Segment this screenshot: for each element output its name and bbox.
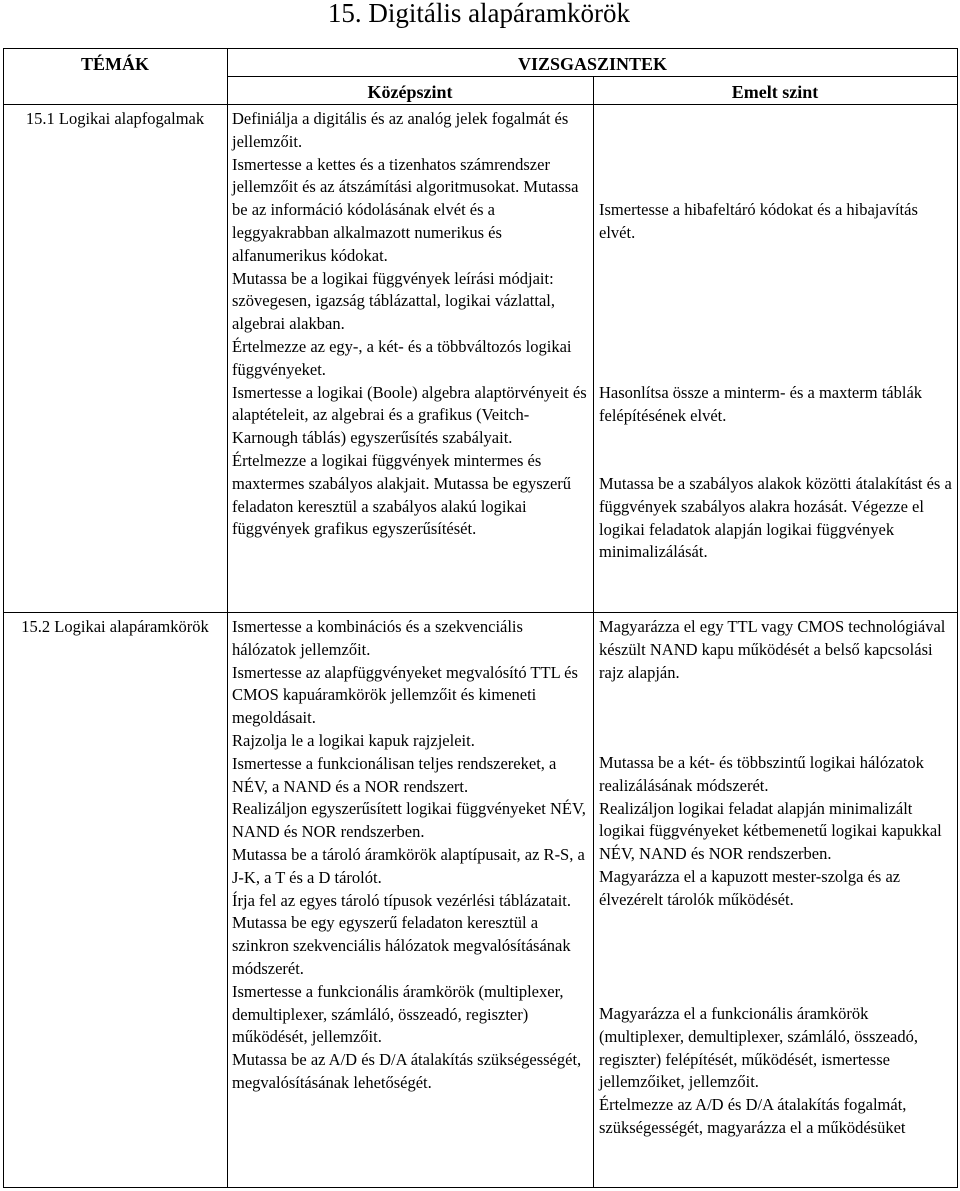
- requirement-text: Realizáljon egyszerűsített logikai függvényeket NÉV, NAND és NOR rendszerben.: [232, 799, 586, 842]
- requirement-text: Mutassa be a tároló áramkörök alaptípusait, az R-S, a J-K, a T és a D tárolót.: [232, 844, 585, 887]
- requirement-text: Értelmezze az A/D és D/A átalakítás fogalmát, szükségességét, magyarázza el a működésüket: [599, 1095, 907, 1137]
- header-divider-bottom: [3, 104, 958, 105]
- advanced-requirement: [599, 752, 955, 912]
- requirement-text: Magyarázza el a kapuzott mester-szolga és az élvezérelt tárolók működését.: [599, 866, 901, 909]
- requirement-text: Ismertesse a funkcionálisan teljes rendszereket, a NÉV, a NAND és a NOR rendszert.: [232, 753, 557, 796]
- requirement-text: Ismertesse a logikai (Boole) algebra alaptörvényeit és alaptételeit, az algebrai és a grafikus (Veitch-Karnough táblás) egyszerűsítés szabályait.: [232, 382, 587, 448]
- advanced-requirement: Mutassa be a szabályos alakok közötti átalakítást és a függvények szabályos alakra hozását. Végezze el logikai feladatok alapján logikai függvények minimalizálását.: [599, 474, 952, 562]
- requirement-text: Definiálja a digitális és az analóg jelek fogalmát és jellemzőit.: [232, 109, 569, 151]
- requirement-text: Ismertesse a kombinációs és a szekvenciális hálózatok jellemzőit.: [232, 617, 523, 659]
- table-border-right: [957, 48, 958, 1188]
- header-advanced-level: Emelt szint: [731, 82, 819, 102]
- requirement-text: Mutassa be a logikai függvények leírási módjait: szövegesen, igazság táblázattal, logikai vázlattal, algebrai alakban.: [232, 268, 555, 334]
- requirement-text: Írja fel az egyes tároló típusok vezérlési táblázatait.: [232, 890, 572, 910]
- topic-logic-circuits: 15.2 Logikai alapáramkörök: [21, 617, 209, 636]
- page-title: 15. Digitális alapáramkörök: [327, 0, 630, 28]
- requirement-text: Mutassa be az A/D és D/A átalakítás szükségességét, megvalósításának lehetőségét.: [232, 1050, 582, 1092]
- header-mid-level: Középszint: [367, 82, 453, 102]
- advanced-requirement: Ismertesse a hibafeltáró kódokat és a hibajavítás elvét.: [599, 200, 918, 242]
- requirement-text: Rajzolja le a logikai kapuk rajzjeleit.: [232, 730, 475, 750]
- requirement-text: Ismertesse a funkcionális áramkörök (multiplexer, demultiplexer, számláló, összeadó, regiszter) működését, jellemzőit.: [232, 981, 564, 1047]
- header-divider-levels: [227, 76, 958, 77]
- advanced-requirement: Magyarázza el egy TTL vagy CMOS technológiával készült NAND kapu működését a belső kapcsolási rajz alapján.: [599, 617, 946, 682]
- advanced-requirement: Hasonlítsa össze a minterm- és a maxterm táblák felépítésének elvét.: [599, 383, 923, 425]
- column-divider-topics: [227, 48, 228, 1188]
- column-divider-levels: [593, 76, 594, 1188]
- advanced-requirement: [599, 1003, 955, 1140]
- row-divider: [3, 612, 958, 613]
- mid-level-requirements-1: [232, 108, 590, 541]
- table-border-bottom: [3, 1187, 958, 1188]
- mid-level-requirements-2: [232, 616, 590, 1095]
- requirement-text: Ismertesse a kettes és a tizenhatos számrendszer jellemzőit és az átszámítási algoritmusokat. Mutassa be az információ kódolásának elvét és a leggyakrabban alkalmazott numerikus és alfanumerikus kódokat.: [232, 154, 579, 265]
- requirement-text: Magyarázza el a funkcionális áramkörök (multiplexer, demultiplexer, számláló, összeadó, regiszter) felépítését, működését, ismertesse jellemzőiket, jellemzőit.: [599, 1004, 918, 1092]
- table-border-top: [3, 48, 958, 49]
- requirement-text: Mutassa be a két- és többszintű logikai hálózatok realizálásának módszerét.: [599, 753, 924, 795]
- requirement-text: Realizáljon logikai feladat alapján minimalizált logikai függvényeket kétbemenetű logikai kapukkal NÉV, NAND és NOR rendszerben.: [599, 798, 942, 864]
- requirement-text: Értelmezze a logikai függvények mintermes és maxtermes szabályos alakjait. Mutassa be egyszerű feladaton keresztül a szabályos alakú logikai függvények grafikus egyszerűsítését.: [232, 450, 572, 539]
- requirement-text: Értelmezze az egy-, a két- és a többváltozós logikai függvényeket.: [232, 336, 572, 379]
- syllabus-table: [3, 48, 958, 1188]
- requirement-text: Mutassa be egy egyszerű feladaton keresztül a szinkron szekvenciális hálózatok megvalósításának módszerét.: [232, 913, 571, 978]
- requirement-text: Ismertesse az alapfüggvényeket megvalósító TTL és CMOS kapuáramkörök jellemzőit és kimeneti megoldásait.: [232, 662, 578, 728]
- header-topics: TÉMÁK: [80, 54, 149, 74]
- topic-logical-basics: 15.1 Logikai alapfogalmak: [25, 109, 205, 128]
- header-levels: VIZSGASZINTEK: [517, 54, 668, 74]
- table-border-left: [3, 48, 4, 1188]
